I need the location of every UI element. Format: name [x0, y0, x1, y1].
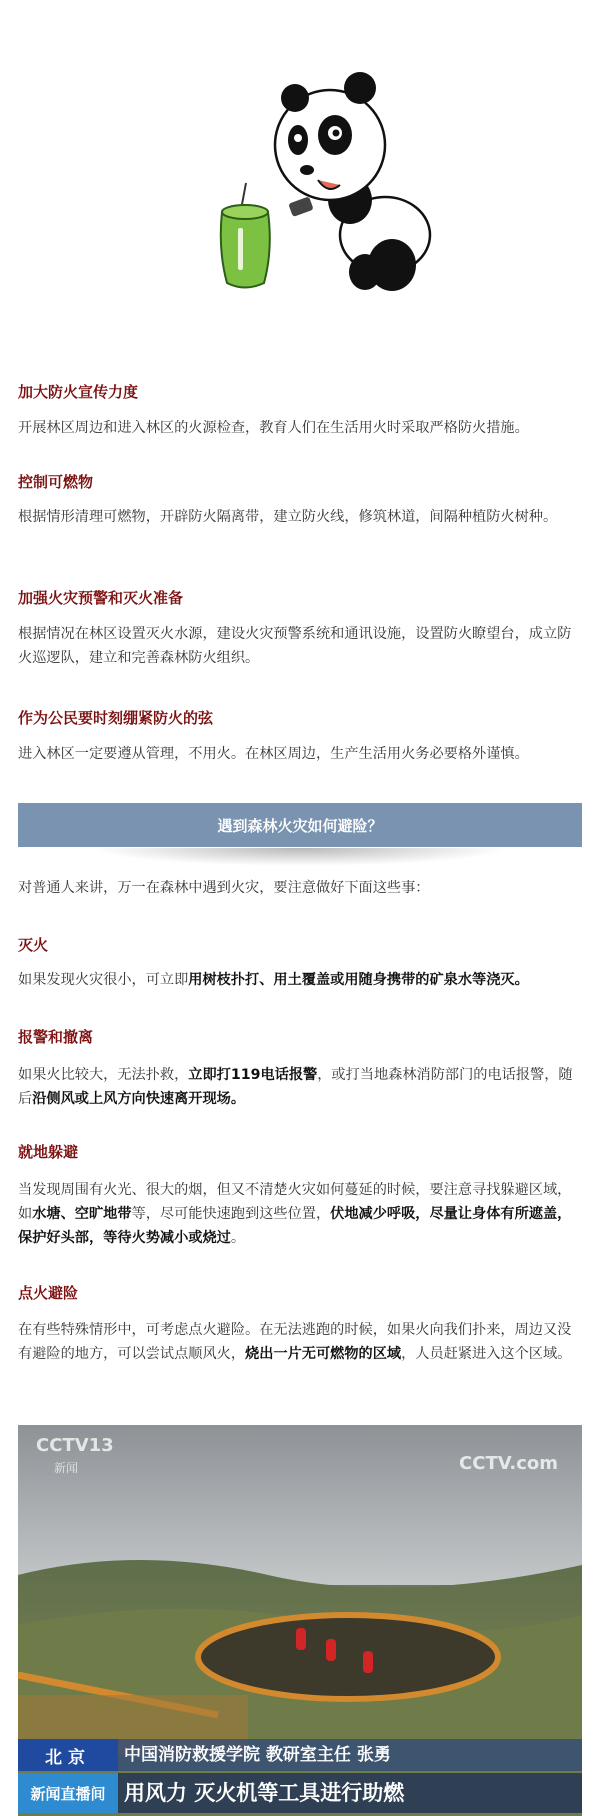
intro-text: 对普通人来讲，万一在森林中遇到火灾，要注意做好下面这些事：	[18, 880, 430, 896]
banner-shadow	[90, 848, 510, 866]
backfire-body: 在有些特殊情形中，可考虑点火避险。在无法逃跑的时候，如果火向我们扑来，周边又没有避险的地方，可以尝试点顺风火，烧出一片无可燃物的区域，人员赶紧进入这个区域。	[18, 1322, 572, 1362]
section-body: 根据情况在林区设置灭火水源，建设火灾预警系统和通讯设施，设置防火瞭望台，成立防火巡逻队，建立和完善森林防火组织。	[18, 626, 572, 666]
shelter-body: 当发现周围有火光、很大的烟，但又不清楚火灾如何蔓延的时候，要注意寻找躲避区域，如水塘、空旷地带等，尽可能快速跑到这些位置，伏地减少呼吸，尽量让身体有所遮盖，保护好头部，等待火势减小或烧过。	[18, 1182, 572, 1246]
channel-name: 新闻	[54, 1461, 79, 1475]
caption-bar-top	[18, 1739, 582, 1771]
caption-location: 北京	[18, 1739, 118, 1771]
section-body: 进入林区一定要遵从管理，不用火。在林区周边，生产生活用火务必要格外谨慎。	[18, 746, 529, 762]
section-body: 开展林区周边和进入林区的火源检查，教育人们在生活用火时采取严格防火措施。	[18, 420, 529, 436]
shelter-heading: 就地躲避	[18, 1143, 79, 1161]
section-heading: 加大防火宣传力度	[18, 383, 139, 401]
fire-body: 如果发现火灾很小，可立即用树枝扑打、用土覆盖或用随身携带的矿泉水等浇灭。	[18, 972, 529, 988]
alarm-heading: 报警和撤离	[18, 1028, 94, 1046]
channel-logo: CCTV13	[36, 1435, 114, 1456]
backfire-heading: 点火避险	[18, 1284, 79, 1302]
caption-bar-bottom	[18, 1773, 582, 1813]
panda-illustration	[0, 0, 600, 330]
news-photo	[18, 1425, 582, 1816]
watermark-logo: CCTV.com	[459, 1453, 558, 1474]
caption-subtitle: 中国消防救援学院 教研室主任 张勇	[124, 1745, 391, 1765]
section-body: 根据情形清理可燃物，开辟防火隔离带，建立防火线，修筑林道，间隔种植防火树种。	[18, 509, 558, 525]
section-heading: 加强火灾预警和灭火准备	[18, 589, 184, 607]
caption-main: 用风力 灭火机等工具进行助燃	[124, 1781, 405, 1805]
section-heading: 作为公民要时刻绷紧防火的弦	[18, 709, 214, 727]
fire-heading: 灭火	[18, 936, 49, 954]
section-heading: 控制可燃物	[18, 473, 94, 491]
section-banner: 遇到森林火灾如何避险？	[18, 803, 582, 847]
caption-live: 新闻直播间	[18, 1773, 118, 1813]
alarm-body: 如果火比较大，无法扑救，立即打119电话报警，或打当地森林消防部门的电话报警，随后沿侧风或上风方向快速离开现场。	[18, 1067, 573, 1107]
cup-icon	[221, 183, 270, 288]
panda-icon	[275, 72, 430, 291]
